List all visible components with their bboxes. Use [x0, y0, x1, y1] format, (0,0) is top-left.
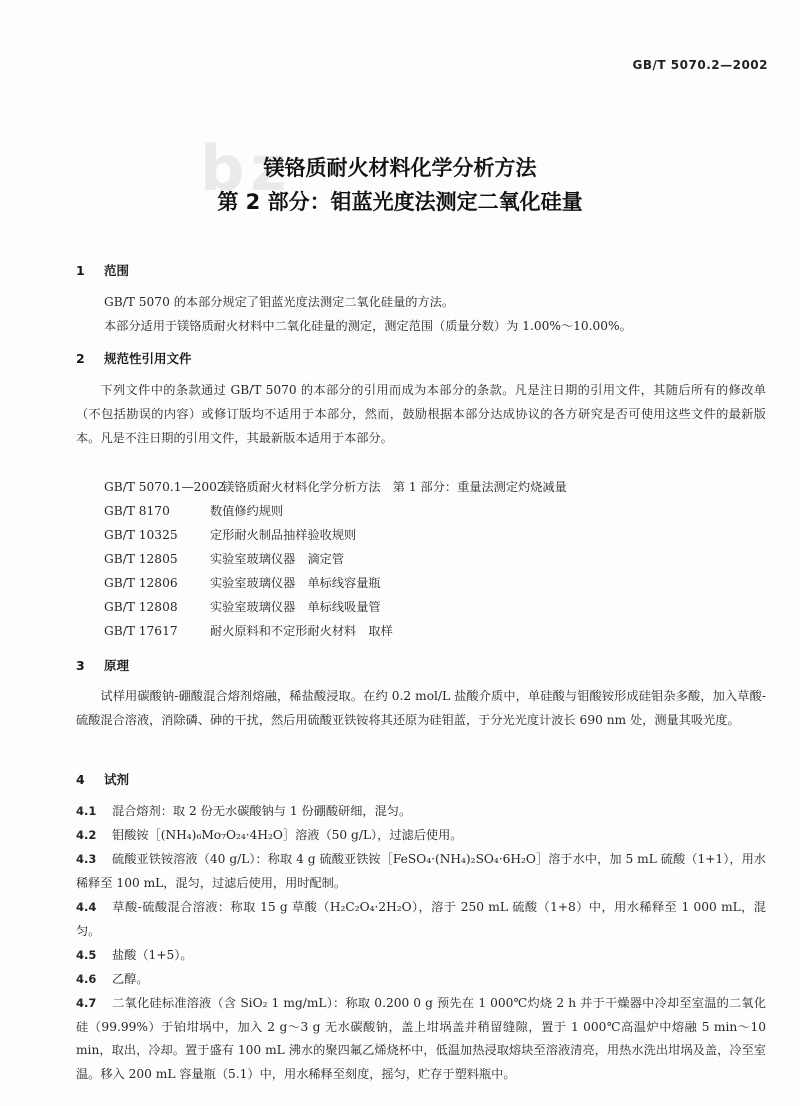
reagent-item: [76, 848, 766, 895]
section-number: 4: [76, 772, 85, 787]
reagent-text: 草酸-硫酸混合溶液：称取 15 g 草酸（H₂C₂O₄·2H₂O），溶于 250 mL 硫酸（1+8）中，用水稀释至 1 000 mL，混匀。: [76, 900, 766, 938]
reagent-number: 4.2: [76, 828, 97, 842]
reference-title: 耐火原料和不定形耐火材料 取样: [210, 624, 393, 638]
section-1-p1: GB/T 5070 的本部分规定了钼蓝光度法测定二氧化硅量的方法。: [104, 295, 455, 309]
section-2-p1: 下列文件中的条款通过 GB/T 5070 的本部分的引用而成为本部分的条款。凡是注日期的引用文件，其随后所有的修改单（不包括勘误的内容）或修订版均不适用于本部分，然而，鼓励根据本部分达成协议的各方研究是否可使用这些文件的最新版本。凡是不注日期的引用文件，其最新版本适用于本部分。: [76, 383, 766, 445]
reagent-item: [76, 896, 766, 943]
section-1-p2: 本部分适用于镁铬质耐火材料中二氧化硅量的测定，测定范围（质量分数）为 1.00%～10.00%。: [104, 319, 632, 333]
reagent-text: 二氧化硅标准溶液（含 SiO₂ 1 mg/mL）：称取 0.200 0 g 预先在 1 000℃灼烧 2 h 并于干燥器中冷却至室温的二氧化硅（99.99%）于铂坩埚中，加入 2 g～3 g 无水碳酸钠，盖上坩埚盖并稍留缝隙，置于 1 000℃高温炉中熔融 5 min～10 min，取出，冷却。置于盛有 100 mL 沸水的聚四氟乙烯烧杯中，低温加热浸取熔块至溶液清亮，用热水洗出坩埚及盖，冷至室温。移入 200 mL 容量瓶（5.1）中，用水稀释至刻度，摇匀，贮存于塑料瓶中。: [76, 996, 766, 1081]
section-2-heading: [76, 349, 192, 367]
reference-item: [104, 478, 567, 495]
reagent-text: 硫酸亚铁铵溶液（40 g/L）：称取 4 g 硫酸亚铁铵［FeSO₄·(NH₄)₂SO₄·6H₂O］溶于水中，加 5 mL 硫酸（1+1），用水稀释至 100 mL，混匀，过滤后使用，用时配制。: [76, 852, 766, 890]
reference-title: 定形耐火制品抽样验收规则: [210, 528, 357, 542]
reference-item: [104, 574, 381, 591]
reagent-item: [76, 824, 766, 848]
section-title: 原理: [104, 658, 130, 673]
reagent-text: 乙醇。: [112, 972, 149, 986]
reference-code: GB/T 12805: [104, 552, 178, 566]
section-number: 2: [76, 351, 85, 366]
reagent-item: [76, 968, 766, 992]
reagent-item: [76, 992, 766, 1086]
reference-item: [104, 622, 393, 639]
reference-item: [104, 526, 356, 543]
reference-code: GB/T 5070.1—2002: [104, 480, 225, 494]
reference-code: GB/T 17617: [104, 624, 178, 638]
section-1-heading: [76, 261, 129, 279]
reagent-number: 4.6: [76, 972, 97, 986]
reagent-number: 4.7: [76, 996, 97, 1010]
reference-title: 数值修约规则: [210, 504, 284, 518]
section-4-heading: [76, 770, 129, 788]
reference-item: [104, 598, 381, 615]
title-line-2: 第 2 部分：钼蓝光度法测定二氧化硅量: [217, 190, 583, 214]
reagent-text: 混合熔剂：取 2 份无水碳酸钠与 1 份硼酸研细，混匀。: [112, 804, 412, 818]
reference-title: 实验室玻璃仪器 单标线吸量管: [210, 600, 381, 614]
reference-title: 实验室玻璃仪器 滴定管: [210, 552, 345, 566]
title-line-1: 镁铬质耐火材料化学分析方法: [263, 156, 537, 180]
reagent-number: 4.3: [76, 852, 97, 866]
section-3-p1: 试样用碳酸钠-硼酸混合熔剂熔融，稀盐酸浸取。在约 0.2 mol/L 盐酸介质中，单硅酸与钼酸铵形成硅钼杂多酸，加入草酸-硫酸混合溶液，消除磷、砷的干扰，然后用硫酸亚铁铵将其还原为硅钼蓝，于分光光度计波长 690 nm 处，测量其吸光度。: [76, 689, 766, 727]
reference-item: [104, 550, 344, 567]
reagent-number: 4.5: [76, 948, 97, 962]
reagent-number: 4.4: [76, 900, 97, 914]
reagent-number: 4.1: [76, 804, 97, 818]
standard-code: GB/T 5070.2—2002: [632, 58, 768, 72]
reference-title: 实验室玻璃仪器 单标线容量瓶: [210, 576, 381, 590]
section-title: 规范性引用文件: [104, 351, 192, 366]
reagent-text: 盐酸（1+5）。: [112, 948, 193, 962]
reference-code: GB/T 10325: [104, 528, 178, 542]
section-title: 试剂: [104, 772, 130, 787]
section-3-heading: [76, 656, 129, 674]
reagent-item: [76, 800, 766, 824]
reference-title: 镁铬质耐火材料化学分析方法 第 1 部分：重量法测定灼烧减量: [222, 480, 567, 494]
reference-code: GB/T 12806: [104, 576, 178, 590]
reference-code: GB/T 12808: [104, 600, 178, 614]
section-number: 3: [76, 658, 85, 673]
reagent-text: 钼酸铵［(NH₄)₆Mo₇O₂₄·4H₂O］溶液（50 g/L），过滤后使用。: [112, 828, 463, 842]
watermark: bz: [200, 132, 293, 205]
section-title: 范围: [104, 263, 130, 278]
section-number: 1: [76, 263, 85, 278]
reference-item: [104, 502, 283, 519]
reagent-item: [76, 944, 766, 968]
reference-code: GB/T 8170: [104, 504, 170, 518]
